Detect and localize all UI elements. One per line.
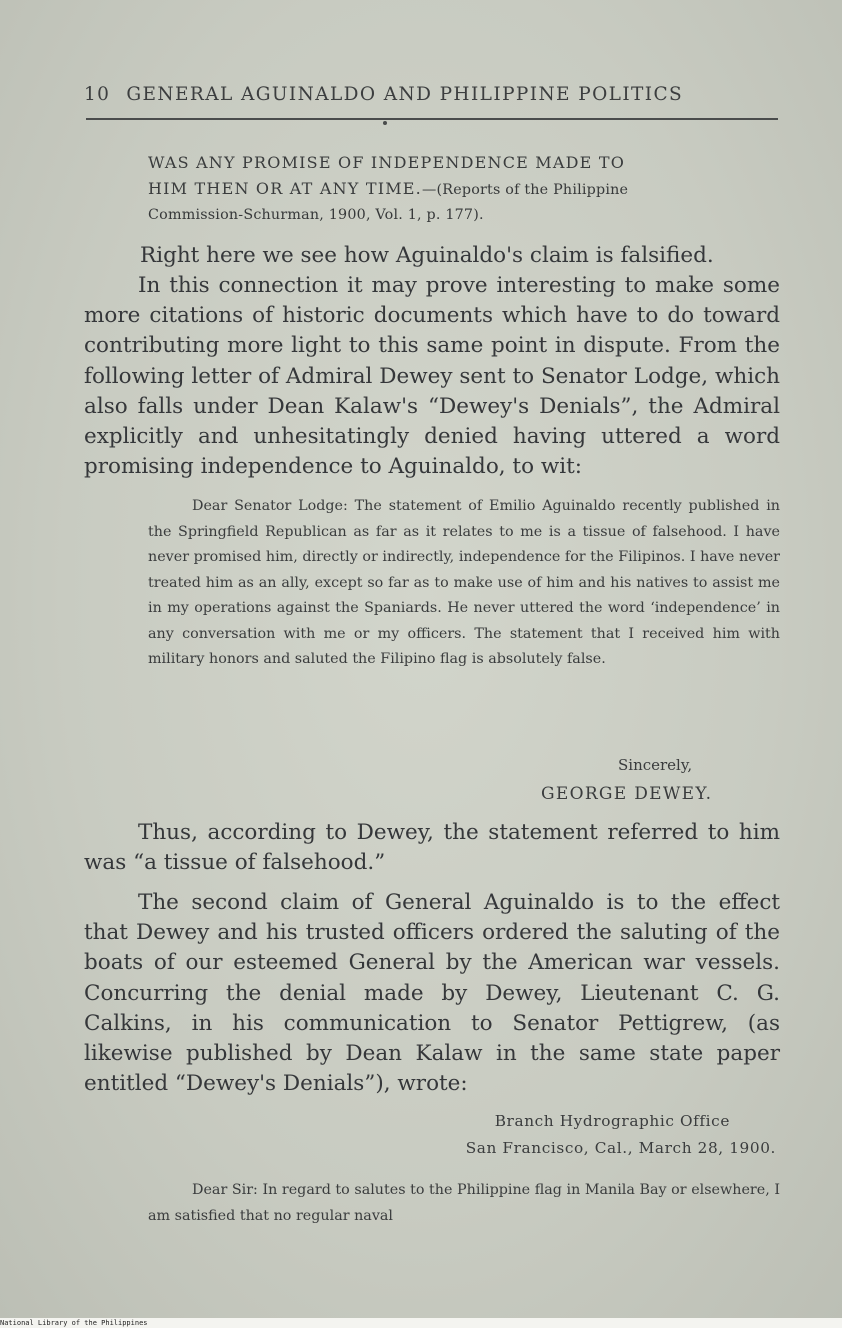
- dewey-signature: GEORGE DEWEY.: [541, 784, 713, 804]
- calkins-letter-body: Dear Sir: In regard to salutes to the Philippine flag in Manila Bay or elsewhere, I am satisfied that no regular naval: [148, 1182, 780, 1224]
- calkins-office: Branch Hydrographic Office: [494, 1112, 730, 1130]
- paragraph-claim-falsified: Right here we see how Aguinaldo's claim is falsified.: [140, 243, 714, 268]
- calkins-place-date: San Francisco, Cal., March 28, 1900.: [465, 1139, 776, 1157]
- header-rule: [86, 118, 778, 120]
- header-rule-ornament: [383, 121, 387, 125]
- running-header: [84, 84, 784, 105]
- paragraph-second-claim: The second claim of General Aguinaldo is to the effect that Dewey and his trusted officers ordered the saluting of the boats of our esteemed General by the American war vessels. Concurring the denial made by Dewey, Lieutenant C. G. Calkins, in his communication to Senator Pettigrew, (as likewise published by Dean Kalaw in the same state paper entitled “Dewey's Denials”), wrote:: [84, 890, 780, 1097]
- paragraph-citations: In this connection it may prove interesting to make some more citations of historic documents which have to do toward contributing more light to this same point in dispute. From the following letter of Admiral Dewey sent to Senator Lodge, which also falls under Dean Kalaw's “Dewey's Denials”, the Admiral explicitly and unhesitatingly denied having uttered a word promising independence to Aguinaldo, to wit:: [84, 273, 780, 480]
- library-credit: National Library of the Philippines: [0, 1319, 148, 1327]
- running-title: GENERAL AGUINALDO AND PHILIPPINE POLITICS: [126, 84, 684, 105]
- quote-reference-end: Commission-Schurman, 1900, Vol. 1, p. 177).: [148, 207, 484, 223]
- page-number: 10: [84, 84, 111, 105]
- paragraph-tissue-of-falsehood: Thus, according to Dewey, the statement referred to him was “a tissue of falsehood.”: [84, 820, 780, 876]
- dewey-letter-closing: Sincerely,: [618, 756, 693, 774]
- quote-reference-start: —(Reports of the Philippine: [421, 181, 629, 198]
- quote-caps-line-1: WAS ANY PROMISE OF INDEPENDENCE MADE TO: [148, 153, 626, 172]
- quote-caps-line-2: HIM THEN OR AT ANY TIME.: [148, 178, 422, 198]
- dewey-letter-body: Dear Senator Lodge: The statement of Emilio Aguinaldo recently published in the Springfield Republican as far as it relates to me is a tissue of falsehood. I have never promised him, directly or indirectly, independence for the Filipinos. I have never treated him as an ally, except so far as to make use of him and his natives to assist me in my operations against the Spaniards. He never uttered the word ‘independence’ in any conversation with me or my officers. The statement that I received him with military honors and saluted the Filipino flag is absolutely false.: [148, 498, 780, 667]
- quote-line-2: [148, 176, 784, 204]
- opening-quote: [148, 150, 784, 229]
